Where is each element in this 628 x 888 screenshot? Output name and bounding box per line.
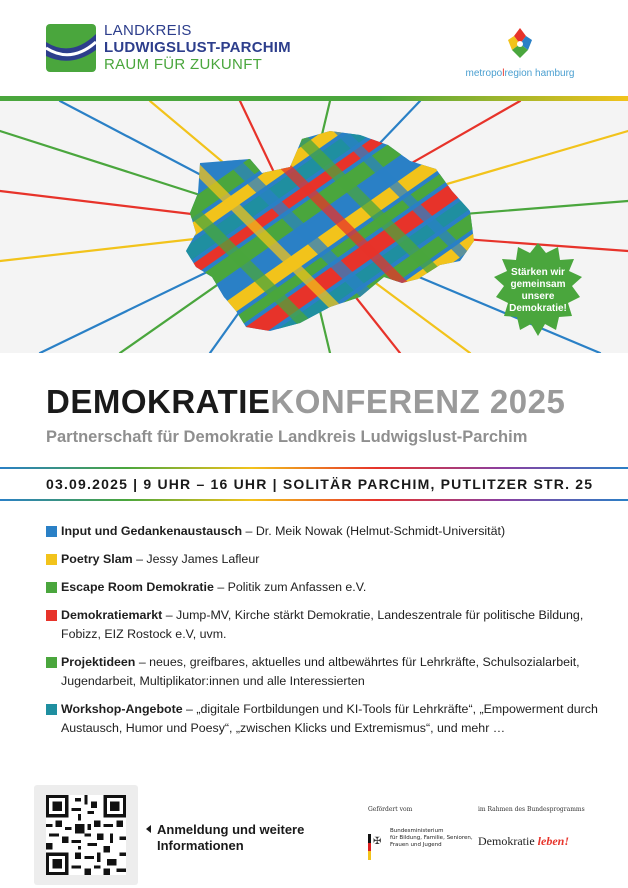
program-item-title: Projektideen bbox=[61, 655, 136, 669]
header bbox=[0, 0, 628, 96]
program-list bbox=[46, 522, 606, 747]
logo-line-3: RAUM FÜR ZUKUNFT bbox=[104, 56, 263, 73]
program-name-b: leben! bbox=[537, 834, 569, 848]
funded-label: Gefördert vom bbox=[368, 806, 413, 813]
program-item-description: – „digitale Fortbildungen und KI-Tools für Lehrkräfte“, „Empowerment durch Austausch, Humor und Poesy“, „zwischen Klicks und Extremismus“, und mehr … bbox=[61, 702, 598, 735]
event-details: 03.09.2025 | 9 UHR – 16 UHR | SOLITÄR PARCHIM, PUTLITZER STR. 25 bbox=[46, 476, 594, 492]
divider-bottom bbox=[0, 499, 628, 501]
program-item bbox=[46, 550, 606, 569]
event-details-band bbox=[0, 467, 628, 501]
registration-line-2: Informationen bbox=[157, 838, 244, 853]
badge-text: Stärken wir gemeinsam unsere Demokratie! bbox=[509, 267, 567, 314]
program-item-title: Demokratiemarkt bbox=[61, 608, 163, 622]
logo-line-2: LUDWIGSLUST-PARCHIM bbox=[104, 39, 291, 56]
metro-label-b: l bbox=[502, 68, 505, 79]
title-part-2: KONFERENZ 2025 bbox=[270, 383, 566, 420]
program-item-text bbox=[61, 653, 606, 691]
ministry-logo bbox=[368, 826, 478, 862]
federal-program-block bbox=[478, 806, 588, 848]
arrow-left-icon bbox=[146, 825, 151, 833]
program-item-description: – neues, greifbares, aktuelles und altbewährtes für Lehrkräfte, Schulsozialarbeit, Jugendarbeit, Multiplikator:innen und alle Interessierten bbox=[61, 655, 580, 688]
conference-title bbox=[46, 384, 565, 420]
program-item-description: – Jump-MV, Kirche stärkt Demokratie, Landeszentrale für politische Bildung, Fobizz, EIZ Rostock e.V, uvm. bbox=[61, 608, 584, 641]
qr-code[interactable] bbox=[34, 785, 138, 885]
qr-code-icon bbox=[46, 795, 126, 875]
bullet-square-icon bbox=[46, 554, 57, 565]
program-item-title: Workshop-Angebote bbox=[61, 702, 183, 716]
district-logo-text bbox=[104, 22, 291, 73]
program-item-description: – Dr. Meik Nowak (Helmut-Schmidt-Universität) bbox=[242, 524, 506, 538]
program-item-text bbox=[61, 578, 366, 597]
program-item-description: – Politik zum Anfassen e.V. bbox=[213, 580, 367, 594]
metropolregion-logo bbox=[460, 26, 580, 79]
program-item-title: Escape Room Demokratie bbox=[61, 580, 214, 594]
metro-label-c: region hamburg bbox=[504, 68, 575, 79]
bullet-square-icon bbox=[46, 704, 57, 715]
program-item-text bbox=[61, 606, 606, 644]
logo-line-1: LANDKREIS bbox=[104, 22, 192, 39]
program-label: im Rahmen des Bundesprogramms bbox=[478, 806, 585, 813]
funding-block bbox=[368, 806, 478, 848]
program-item bbox=[46, 578, 606, 597]
metropolregion-emblem-icon bbox=[502, 26, 538, 60]
ministry-name: Bundesministerium für Bildung, Familie, Senioren, Frauen und Jugend bbox=[390, 828, 473, 848]
program-item-text bbox=[61, 700, 606, 738]
district-logo-icon bbox=[46, 24, 96, 72]
bullet-square-icon bbox=[46, 610, 57, 621]
program-item-title: Poetry Slam bbox=[61, 552, 133, 566]
program-item-text bbox=[61, 522, 505, 541]
divider-top bbox=[0, 467, 628, 469]
title-part-1: DEMOKRATIE bbox=[46, 383, 271, 420]
program-item-title: Input und Gedankenaustausch bbox=[61, 524, 243, 538]
program-name-a: Demokratie bbox=[478, 834, 535, 848]
bullet-square-icon bbox=[46, 657, 57, 668]
registration-line-1: Anmeldung und weitere bbox=[157, 822, 305, 837]
program-item bbox=[46, 700, 606, 738]
german-flag-icon bbox=[368, 834, 371, 860]
conference-title-block bbox=[46, 384, 565, 447]
metropolregion-label bbox=[460, 68, 580, 79]
bullet-square-icon bbox=[46, 582, 57, 593]
program-item bbox=[46, 522, 606, 541]
bullet-square-icon bbox=[46, 526, 57, 537]
hero-graphic bbox=[0, 101, 628, 353]
federal-eagle-icon: ✠ bbox=[373, 836, 382, 847]
demokratie-leben-logo bbox=[478, 834, 569, 849]
conference-subtitle: Partnerschaft für Demokratie Landkreis Ludwigslust-Parchim bbox=[46, 428, 528, 446]
registration-link[interactable] bbox=[148, 822, 304, 854]
program-item bbox=[46, 606, 606, 644]
metro-label-a: metropo bbox=[465, 68, 503, 79]
district-map-graphic bbox=[0, 101, 628, 353]
program-item-text bbox=[61, 550, 259, 569]
program-item bbox=[46, 653, 606, 691]
program-item-description: – Jessy James Lafleur bbox=[132, 552, 260, 566]
